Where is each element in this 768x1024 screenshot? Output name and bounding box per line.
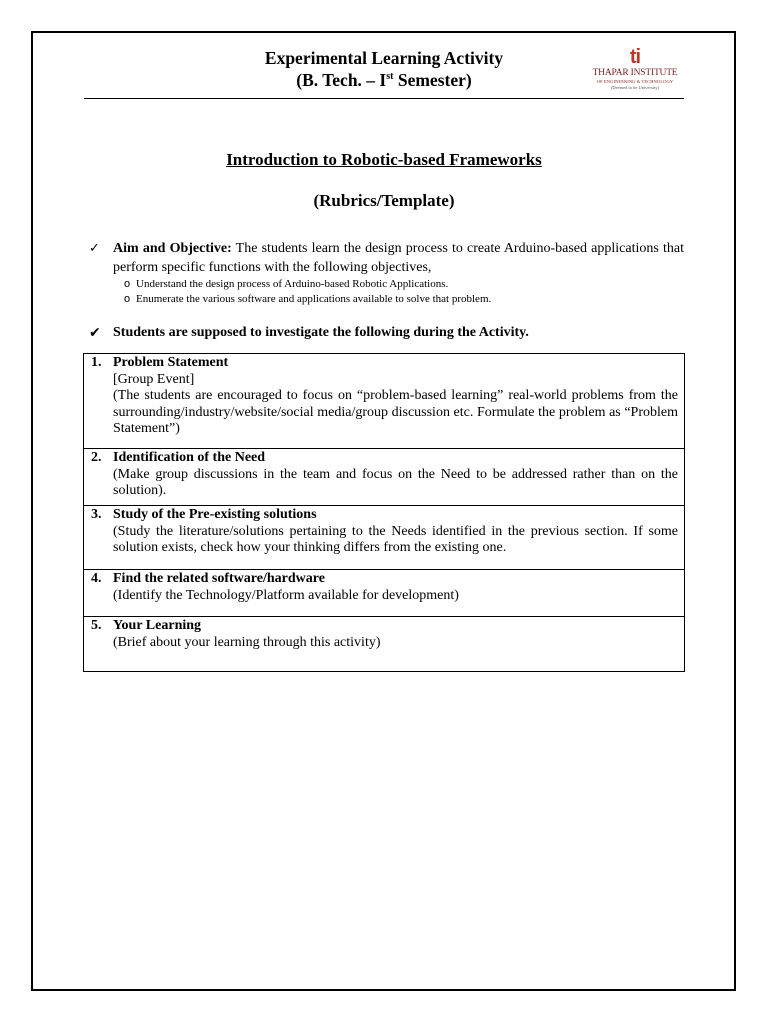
row-text: (Make group discussions in the team and focus on the Need to be addressed rather than on the solution). xyxy=(113,466,678,498)
row-number: 2. xyxy=(91,450,102,465)
document-title: Introduction to Robotic-based Frameworks xyxy=(226,150,542,169)
row-heading: Study of the Pre-existing solutions xyxy=(113,507,317,522)
objective-text: Enumerate the various software and applications available to solve that problem. xyxy=(136,293,492,305)
row-text: (Study the literature/solutions pertaining to the Needs identified in the previous section. If some solution exists, check how your thinking differs from the existing one. xyxy=(113,523,678,555)
list-item xyxy=(124,277,684,292)
aim-text: The students learn the design process to create Arduino-based applications that perform specific functions with the following objectives, xyxy=(113,241,684,275)
row-number: 3. xyxy=(91,507,102,522)
rubric-table xyxy=(83,353,685,672)
header-subtitle-prefix: (B. Tech. – I xyxy=(296,70,387,90)
row-content xyxy=(113,570,678,604)
row-content xyxy=(113,617,678,651)
objective-text: Understand the design process of Arduino-based Robotic Applications. xyxy=(136,278,449,290)
logo-mark: ti xyxy=(629,46,641,68)
document-subtitle: (Rubrics/Template) xyxy=(313,191,455,210)
row-text: (Brief about your learning through this activity) xyxy=(113,634,381,650)
row-text: [Group Event] xyxy=(113,371,195,387)
header-subtitle-suffix: Semester) xyxy=(393,70,472,90)
institute-logo xyxy=(587,47,683,95)
row-content xyxy=(113,506,678,557)
list-item xyxy=(124,292,684,307)
investigate-text: Students are supposed to investigate the following during the Activity. xyxy=(113,325,529,340)
table-row xyxy=(84,569,684,616)
table-row xyxy=(84,616,684,671)
row-text: (The students are encouraged to focus on “problem-based learning” real-world problems from the surrounding/industry/website/social media/group discussion etc. Formulate the problem as “Problem Statement”) xyxy=(113,388,678,436)
bullet-icon: o xyxy=(124,293,131,305)
table-row xyxy=(84,354,684,448)
aim-label: Aim and Objective: xyxy=(113,241,232,256)
heavy-check-icon: ✔ xyxy=(89,325,101,341)
row-content xyxy=(113,354,678,438)
table-row xyxy=(84,448,684,505)
row-number: 1. xyxy=(91,355,102,370)
row-heading: Find the related software/hardware xyxy=(113,571,325,586)
row-text: (Identify the Technology/Platform available for development) xyxy=(113,587,459,603)
aim-paragraph xyxy=(113,239,684,277)
header-title: Experimental Learning Activity xyxy=(264,48,504,68)
row-heading: Problem Statement xyxy=(113,355,229,370)
check-icon: ✓ xyxy=(89,241,100,256)
page-header xyxy=(84,47,684,99)
row-heading: Your Learning xyxy=(113,618,202,633)
logo-deemed: (Deemed to be University) xyxy=(610,85,660,90)
bullet-icon: o xyxy=(124,278,131,290)
investigate-section xyxy=(89,324,684,342)
row-heading: Identification of the Need xyxy=(113,450,266,465)
header-divider xyxy=(84,98,684,99)
aim-section xyxy=(89,239,684,277)
table-row xyxy=(84,505,684,569)
row-content xyxy=(113,449,678,500)
objectives-list xyxy=(124,277,684,307)
row-number: 5. xyxy=(91,618,102,633)
header-subtitle-sup: st xyxy=(386,71,394,83)
logo-tagline: OF ENGINEERING & TECHNOLOGY xyxy=(596,79,674,84)
logo-name: THAPAR INSTITUTE xyxy=(592,68,678,78)
row-number: 4. xyxy=(91,571,102,586)
